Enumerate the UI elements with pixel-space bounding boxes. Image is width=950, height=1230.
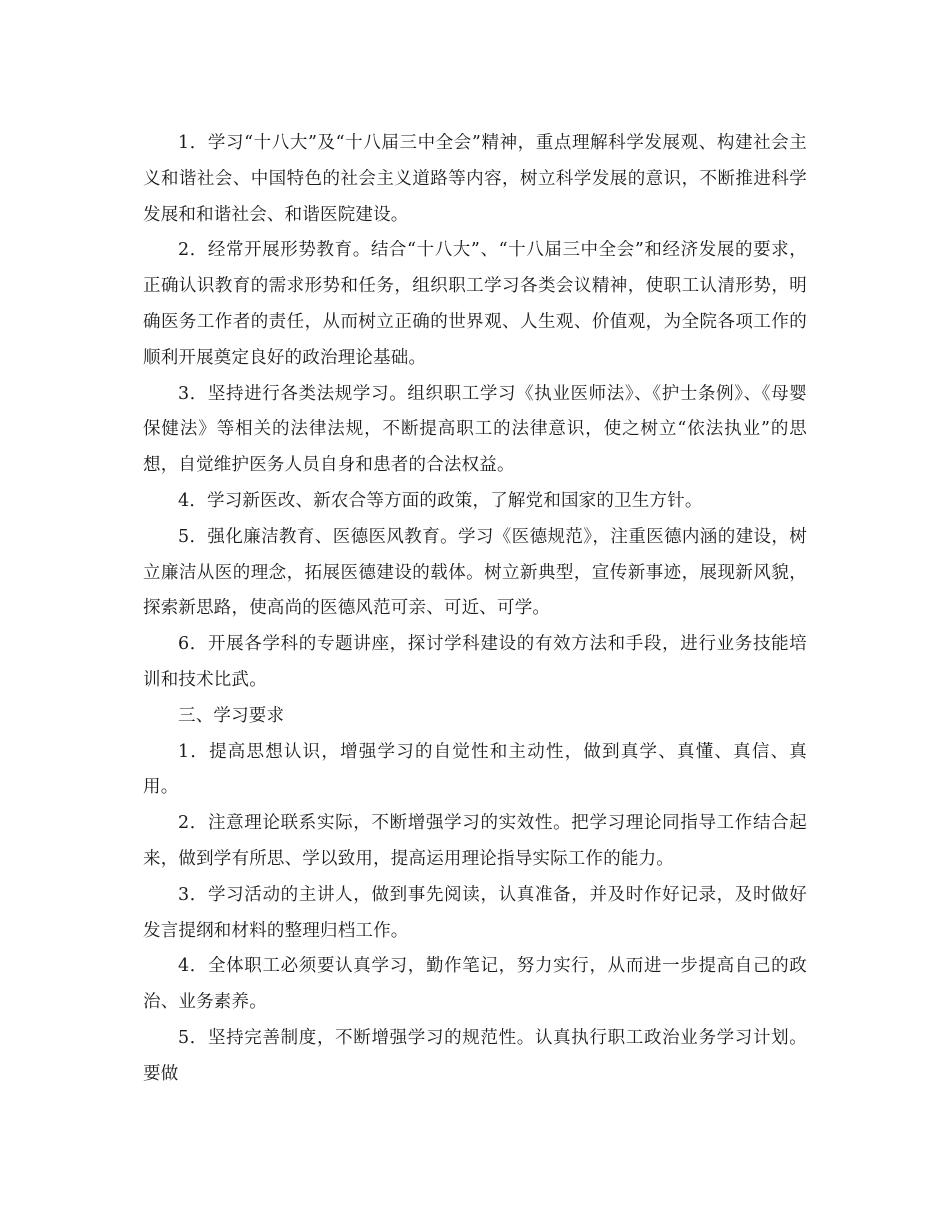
paragraph-situation-education: 2．经常开展形势教育。结合“十八大”、“十八届三中全会”和经济发展的要求，正确认识教育的需求形势和任务，组织职工学习各类会议精神，使职工认清形势，明确医务工作者的责任，从而树立正确的世界观、人生观、价值观，为全院各项工作的顺利开展奠定良好的政治理论基础。 xyxy=(143,240,807,368)
paragraph-study-spirit: 1．学习“十八大”及“十八届三中全会”精神，重点理解科学发展观、构建社会主义和谐社会、中国特色的社会主义道路等内容，树立科学发展的意识，不断推进科学发展和和谐社会、和谐医院建设。 xyxy=(143,133,807,225)
paragraph-lectures: 6．开展各学科的专题讲座，探讨学科建设的有效方法和手段，进行业务技能培训和技术比武。 xyxy=(143,634,807,690)
requirement-item: 2．注意理论联系实际，不断增强学习的实效性。把学习理论同指导工作结合起来，做到学有所思、学以致用，提高运用理论指导实际工作的能力。 xyxy=(143,813,807,869)
paragraph-law-study: 3．坚持进行各类法规学习。组织职工学习《执业医师法》、《护士条例》、《母婴保健法》等相关的法律法规，不断提高职工的法律意识，使之树立“依法执业”的思想，自觉维护医务人员自身和患者的合法权益。 xyxy=(143,383,807,476)
paragraph-ethics-education: 5．强化廉洁教育、医德医风教育。学习《医德规范》，注重医德内涵的建设，树立廉洁从医的理念，拓展医德建设的载体。树立新典型，宣传新事迹，展现新风貌，探索新思路，使高尚的医德风范可亲、可近、可学。 xyxy=(143,526,807,619)
paragraph-health-policy: 4．学习新医改、新农合等方面的政策，了解党和国家的卫生方针。 xyxy=(178,490,703,511)
requirement-item: 1．提高思想认识，增强学习的自觉性和主动性，做到真学、真懂、真信、真用。 xyxy=(143,741,807,798)
document-body xyxy=(143,126,807,1093)
requirement-item: 3．学习活动的主讲人，做到事先阅读，认真准备，并及时作好记录，及时做好发言提纲和材料的整理归档工作。 xyxy=(143,884,807,941)
section-heading: 三、学习要求 xyxy=(178,705,285,726)
requirement-item: 5．坚持完善制度，不断增强学习的规范性。认真执行职工政治业务学习计划。要做 xyxy=(143,1027,807,1084)
requirement-item: 4．全体职工必须要认真学习，勤作笔记，努力实行，从而进一步提高自己的政治、业务素养。 xyxy=(143,956,807,1013)
